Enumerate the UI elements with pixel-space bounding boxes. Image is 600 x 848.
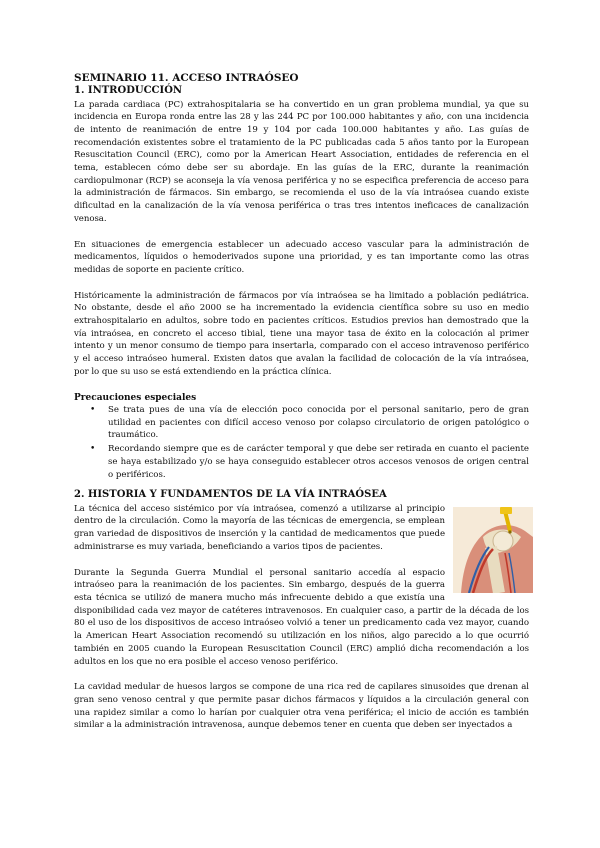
bullet-icon: • [90,405,96,416]
section-heading: 1. INTRODUCCIÓN [74,85,183,96]
list-item-text: Se trata pues de una vía de elección poco conocida por el personal sanitario, pero de gran utilidad en pacientes con difícil acceso venoso por colapso circulatorio de origen patológico o traumático. [108,405,529,441]
paragraph: Históricamente la administración de fármacos por vía intraósea se ha limitado a población pediátrica. No obstante, desde el año 2000 se ha incrementado la evidencia científica sobre su uso en medio extrahospitalario en adultos, sobre todo en pacientes críticos. Estudios previos han demostrado que la vía intraósea, en concreto el acceso tibial, tiene una mayor tasa de éxito en la colocación al primer intento y un menor consumo de tiempo para insertarla, comparado con el acceso intravenoso periférico y el acceso intraóseo humeral. Existen datos que avalan la facilidad de colocación de la vía intraósea, por lo que su uso se está extendiendo en la práctica clínica. [74,290,529,377]
precautions-list [74,404,529,481]
bullet-icon: • [90,444,96,455]
section-heading: 2. HISTORIA Y FUNDAMENTOS DE LA VÍA INTRAÓSEA [74,489,387,501]
list-item [90,404,529,442]
paragraph: Durante la Segunda Guerra Mundial el personal sanitario accedía al espacio intraóseo para la reanimación de los pacientes. Sin embargo, después de la guerra esta técnica se utilizó de manera mucho más infrecuente debido a que existía una disponibilidad cada vez mayor de catéteres intravenosos. En cualquier caso, a partir de la década de los 80 el uso de los dispositivos de acceso intraóseo volvió a tener un predicamento cada vez mayor, cuando la American Heart Association recomendó su utilización en los niños, algo parecido a lo que ocurrió también en 2005 cuando la European Resuscitation Council (ERC) amplió dicha recomendación a los adultos en los que no era posible el acceso venoso periférico. [74,567,529,667]
paragraph: La parada cardiaca (PC) extrahospitalaria se ha convertido en un gran problema mundial, ya que su incidencia en Europa ronda entre las 28 y las 244 PC por 100.000 habitantes y año, con una incidencia de intento de reanimación de entre 19 y 104 por cada 100.000 habitantes y año. Las guías de recomendación existentes sobre el tratamiento de la PC publicadas cada 5 años tanto por la European Resuscitation Council (ERC), como por la American Heart Association, entidades de referencia en el tema, establecen cómo debe ser su abordaje. En las guías de la ERC, durante la reanimación cardiopulmonar (RCP) se aconseja la vía venosa periférica y no se especifica preferencia de acceso para la administración de fármacos. Sin embargo, se recomienda el uso de la vía intraósea cuando existe dificultad en la canalización de la vía venosa periférica o tras tres intentos ineficaces de canalización venosa. [74,99,529,224]
subsection-heading: Precauciones especiales [74,392,197,403]
shoulder-anatomy-illustration [453,507,533,593]
paragraph: La cavidad medular de huesos largos se compone de una rica red de capilares sinusoides que drenan al gran seno venoso central y que permite pasar dichos fármacos y líquidos a la circulación general con una rapidez similar a como lo harían por cualquier otra vena periférica; el inicio de acción es también similar a la administración intravenosa, aunque debemos tener en cuenta que deben ser inyectados a [74,682,529,731]
paragraph: La técnica del acceso sistémico por vía intraósea, comenzó a utilizarse al principio dentro de la circulación. Como la mayoría de las técnicas de emergencia, se emplean gran variedad de dispositivos de inserción y la cantidad de medicamentos que puede administrarse es muy variada, beneficiando a varios tipos de pacientes. [74,503,445,552]
document-title: SEMINARIO 11. ACCESO INTRAÓSEO [74,72,299,84]
paragraph: En situaciones de emergencia establecer un adecuado acceso vascular para la administración de medicamentos, líquidos o hemoderivados supone una prioridad, y es tan importante como las otras medidas de soporte en paciente crítico. [74,239,529,275]
document-body [74,72,529,732]
section-introduction [74,85,529,481]
section-history [74,489,529,732]
list-item-text: Recordando siempre que es de carácter temporal y que debe ser retirada en cuanto el paciente se haya estabilizado y/o se haya conseguido establecer otros accesos venosos de origen central o periféricos. [108,444,529,480]
list-item [90,443,529,481]
